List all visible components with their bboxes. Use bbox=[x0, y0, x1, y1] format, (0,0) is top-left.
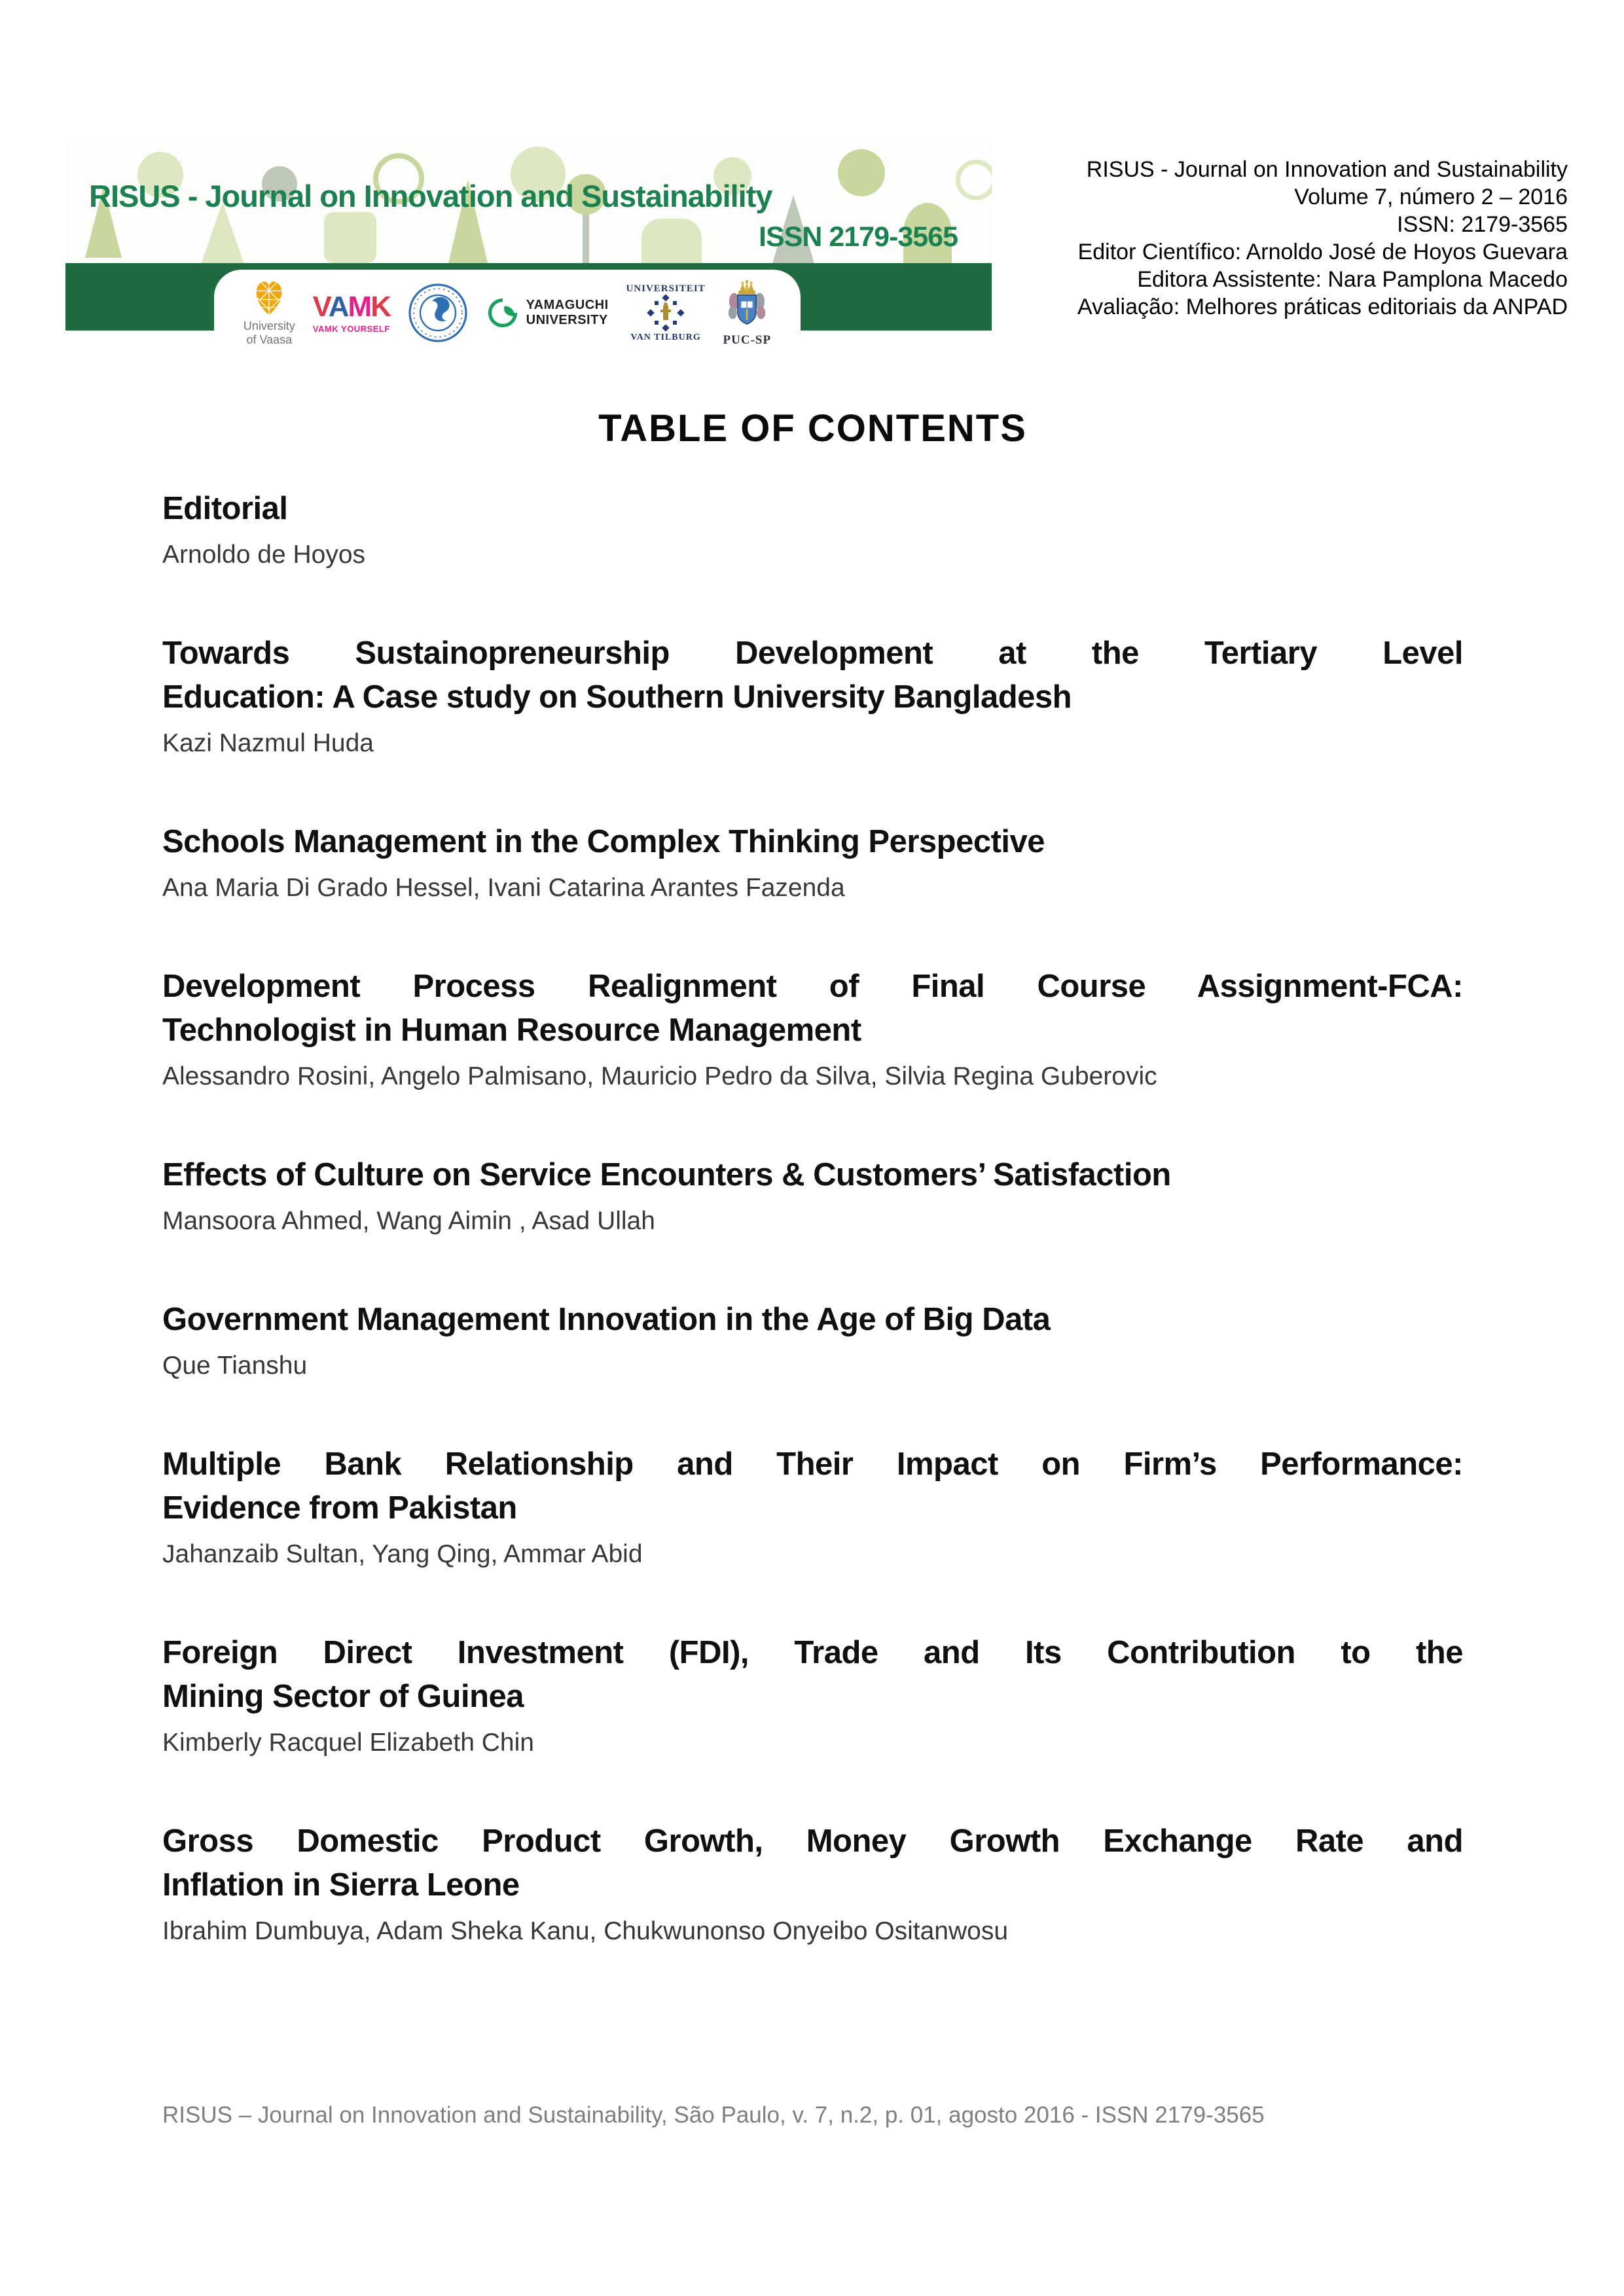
circular-university-emblem-logo bbox=[408, 283, 468, 343]
vamk-tagline: VAMK YOURSELF bbox=[312, 324, 390, 334]
entry-title-line: Mining Sector of Guinea bbox=[162, 1679, 524, 1714]
entry-title-line: Multiple Bank Relationship and Their Impact on Firm’s Performance: bbox=[162, 1446, 1463, 1482]
toc-entry bbox=[162, 1820, 1463, 1948]
toc-entry bbox=[162, 1631, 1463, 1759]
vamk-letter-k: K bbox=[370, 291, 390, 323]
journal-banner bbox=[65, 140, 992, 347]
vamk-logo bbox=[313, 293, 390, 333]
university-of-vaasa-logo bbox=[244, 279, 295, 347]
vaasa-caption-line1: University bbox=[243, 319, 295, 332]
toc-entry bbox=[162, 1298, 1463, 1382]
toc-entry bbox=[162, 487, 1463, 571]
pattern-shape bbox=[838, 149, 885, 196]
header-info-line: Volume 7, número 2 – 2016 bbox=[1294, 185, 1568, 209]
pattern-shape bbox=[641, 219, 702, 263]
puc-sp-caption: PUC-SP bbox=[723, 332, 772, 347]
yamaguchi-caption-line1: YAMAGUCHI bbox=[526, 298, 609, 312]
header-info-line: RISUS - Journal on Innovation and Sustainability bbox=[1086, 157, 1568, 182]
entry-authors: Arnoldo de Hoyos bbox=[162, 541, 366, 569]
entry-title-line: Technologist in Human Resource Management bbox=[162, 1013, 861, 1048]
header-info-line: Avaliação: Melhores práticas editoriais da ANPAD bbox=[1077, 295, 1568, 319]
vaasa-heart-icon bbox=[251, 279, 287, 317]
blue-seal-icon bbox=[408, 283, 468, 343]
footer-citation: RISUS – Journal on Innovation and Sustainability, São Paulo, v. 7, n.2, p. 01, agosto 2016 - ISSN 2179-3565 bbox=[162, 2102, 1265, 2128]
entry-title-line: Towards Sustainopreneurship Development at the Tertiary Level bbox=[162, 636, 1463, 671]
entry-title: Effects of Culture on Service Encounters & Customers’ Satisfaction bbox=[162, 1157, 1171, 1193]
pattern-shape bbox=[956, 160, 992, 200]
entry-title-line: Inflation in Sierra Leone bbox=[162, 1867, 520, 1903]
journal-header-info bbox=[1077, 156, 1568, 321]
toc-entry bbox=[162, 820, 1463, 905]
header-info-line: Editora Assistente: Nara Pamplona Macedo bbox=[1137, 267, 1568, 292]
entry-authors: Alessandro Rosini, Angelo Palmisano, Mauricio Pedro da Silva, Silvia Regina Guberovic bbox=[162, 1062, 1157, 1090]
yamaguchi-caption-line2: UNIVERSITY bbox=[526, 313, 608, 327]
tilburg-caption-top: UNIVERSITEIT bbox=[626, 283, 706, 294]
vaasa-caption-line2: of Vaasa bbox=[246, 333, 293, 346]
header-info-line: Editor Científico: Arnoldo José de Hoyos Guevara bbox=[1077, 240, 1568, 264]
entry-authors: Jahanzaib Sultan, Yang Qing, Ammar Abid bbox=[162, 1540, 643, 1568]
toc-entry bbox=[162, 1153, 1463, 1238]
entry-authors: Que Tianshu bbox=[162, 1352, 308, 1380]
page-title: TABLE OF CONTENTS bbox=[598, 407, 1027, 450]
entry-title-line: Gross Domestic Product Growth, Money Growth Exchange Rate and bbox=[162, 1823, 1463, 1859]
entry-authors: Kazi Nazmul Huda bbox=[162, 729, 374, 757]
universiteit-van-tilburg-logo bbox=[626, 284, 705, 342]
toc-entry bbox=[162, 632, 1463, 760]
entry-authors: Ibrahim Dumbuya, Adam Sheka Kanu, Chukwunonso Onyeibo Ositanwosu bbox=[162, 1917, 1009, 1945]
puc-sp-crest-icon bbox=[725, 280, 768, 331]
toc-entry bbox=[162, 965, 1463, 1093]
yamaguchi-university-logo bbox=[486, 296, 609, 330]
vamk-wordmark bbox=[313, 293, 390, 321]
puc-sp-logo bbox=[723, 280, 772, 346]
banner-journal-title: RISUS - Journal on Innovation and Sustainability bbox=[89, 179, 772, 213]
entry-authors: Ana Maria Di Grado Hessel, Ivani Catarina Arantes Fazenda bbox=[162, 874, 845, 902]
toc-content bbox=[162, 406, 1463, 1948]
entry-title-line: Development Process Realignment of Final Course Assignment-FCA: bbox=[162, 969, 1463, 1004]
entry-authors: Mansoora Ahmed, Wang Aimin , Asad Ullah bbox=[162, 1207, 655, 1235]
entry-title-line: Foreign Direct Investment (FDI), Trade and Its Contribution to the bbox=[162, 1635, 1463, 1670]
entry-authors: Kimberly Racquel Elizabeth Chin bbox=[162, 1729, 534, 1757]
banner-pattern bbox=[65, 140, 992, 263]
vamk-letter-a: A bbox=[328, 291, 348, 323]
vamk-letter-v: V bbox=[312, 291, 329, 323]
pattern-shape bbox=[324, 212, 376, 263]
entry-title-line: Evidence from Pakistan bbox=[162, 1490, 517, 1526]
entry-title: Editorial bbox=[162, 491, 288, 526]
vamk-letter-m: M bbox=[348, 291, 371, 323]
toc-entry bbox=[162, 1443, 1463, 1571]
entry-title: Government Management Innovation in the Age of Big Data bbox=[162, 1302, 1051, 1337]
entry-title-line: Education: A Case study on Southern University Bangladesh bbox=[162, 679, 1072, 715]
banner-issn: ISSN 2179-3565 bbox=[759, 221, 958, 253]
entry-title: Schools Management in the Complex Thinking Perspective bbox=[162, 824, 1045, 859]
header-info-line: ISSN: 2179-3565 bbox=[1397, 212, 1568, 237]
tilburg-caption-bottom: VAN TILBURG bbox=[630, 332, 701, 342]
yamaguchi-leaf-icon bbox=[486, 296, 520, 330]
tilburg-emblem-icon bbox=[645, 294, 686, 332]
partner-logo-plate bbox=[214, 270, 801, 356]
